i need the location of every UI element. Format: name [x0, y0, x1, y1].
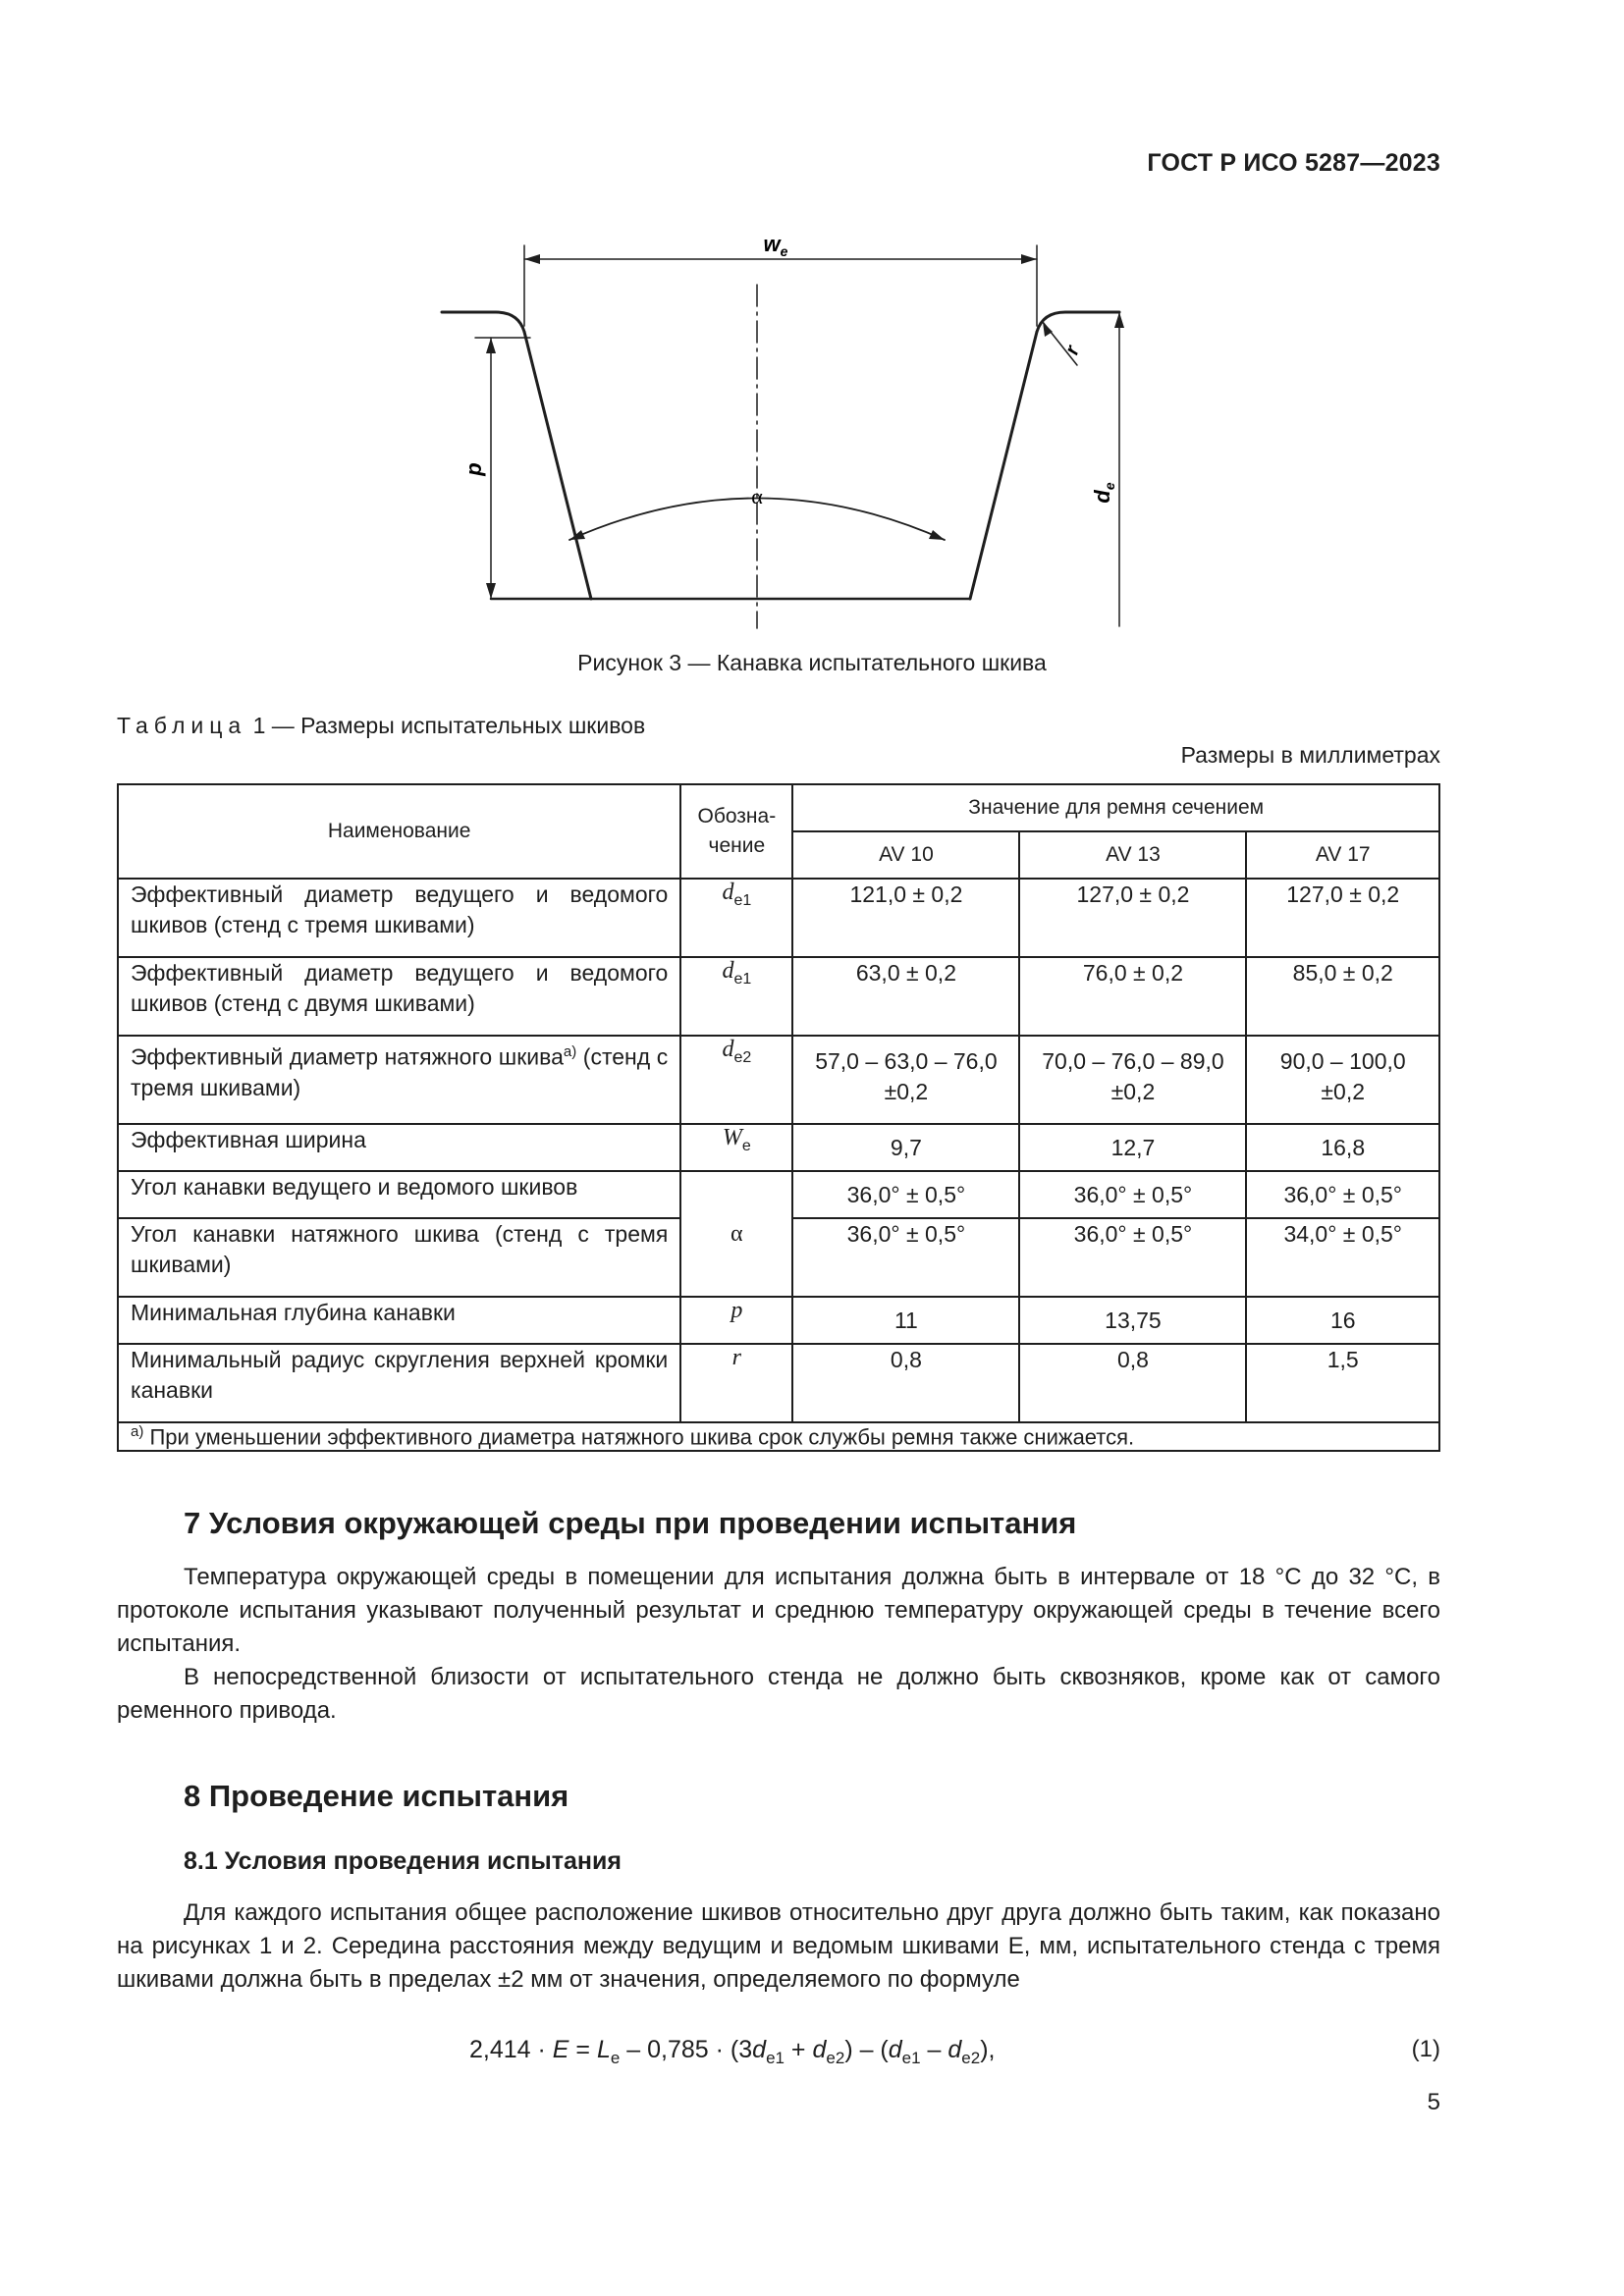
- table-footnote: $^{а)}$ При уменьшении эффективного диаметра натяжного шкива срок службы ремня также снижается.: [118, 1422, 1439, 1451]
- header-group: Значение для ремня сечением: [792, 784, 1439, 831]
- table-title-text: 1 — Размеры испытательных шкивов: [246, 713, 646, 738]
- section-8-1-paragraph: Для каждого испытания общее расположение шкивов относительно друг друга должно быть таким, как показано на рисунках 1 и 2. Середина расстояния между ведущим и ведомым шкивами E, мм, испытательного стенда с тремя шкивами должна быть в пределах ±2 мм от значения, определяемого по формуле: [117, 1899, 1440, 1993]
- formula-number: (1): [1411, 2036, 1440, 2062]
- table-title: [117, 713, 645, 739]
- groove-drawing: [432, 216, 1139, 638]
- p-label: p: [461, 462, 486, 476]
- document-id: ГОСТ Р ИСО 5287—2023: [1147, 149, 1440, 177]
- table-units: Размеры в миллиметрах: [1180, 742, 1440, 768]
- figure-caption: Рисунок 3 — Канавка испытательного шкива: [577, 650, 1047, 675]
- table-title-label: Таблица: [117, 713, 247, 738]
- groove-figure: [432, 216, 1139, 638]
- left-top-edge: [442, 312, 524, 332]
- section-8-1-heading: 8.1 Условия проведения испытания: [184, 1847, 622, 1875]
- table-header-row: [118, 784, 1439, 831]
- section-7-heading: 7 Условия окружающей среды при проведении испытания: [184, 1506, 1077, 1540]
- section-7-paragraph-1: Температура окружающей среды в помещении для испытания должна быть в интервале от 18 °С до 32 °С, в протоколе испытания указывают полученный результат и среднюю температуру окружающей среды в течение всего испытания.: [117, 1564, 1440, 1657]
- table-footnote-row: [118, 1422, 1439, 1451]
- table-row: Угол канавки ведущего и ведомого шкивов α 36,0° ± 0,5° 36,0° ± 0,5° 36,0° ± 0,5°: [118, 1171, 1439, 1218]
- table-row: Эффективный диаметр ведущего и ведомого шкивов (стенд с тремя шкивами) $d_{e1}$ 121,0 ± 0,2 127,0 ± 0,2 127,0 ± 0,2: [118, 879, 1439, 957]
- table-row: Минимальная глубина канавки p 11 13,75 16: [118, 1297, 1439, 1344]
- de-label: $d_e$: [1090, 482, 1117, 504]
- header-name: Наименование: [118, 784, 680, 879]
- table-row: Эффективный диаметр натяжного шкива$^{а)}$ (стенд с тремя шкивами) $d_{e2}$ 57,0 – 63,0 – 76,0 ±0,2 70,0 – 76,0 – 89,0 ±0,2 90,0 – 100,0 ±0,2: [118, 1036, 1439, 1124]
- we-label: $w_e$: [763, 232, 788, 259]
- table-row: Эффективная ширина $W_e$ 9,7 12,7 16,8: [118, 1124, 1439, 1171]
- section-8-heading: 8 Проведение испытания: [184, 1779, 569, 1813]
- header-symbol: Обозна- чение: [680, 784, 792, 879]
- page-number: 5: [1427, 2089, 1440, 2115]
- alpha-label: α: [751, 484, 763, 508]
- header-av10: AV 10: [792, 831, 1019, 879]
- section-7-paragraph-2: В непосредственной близости от испытательного стенда не должно быть сквозняков, кроме как от самого ременного привода.: [117, 1664, 1440, 1724]
- pulley-dimensions-table: [117, 783, 1440, 1452]
- table-row: Минимальный радиус скругления верхней кромки канавки r 0,8 0,8 1,5: [118, 1344, 1439, 1422]
- table-row: Эффективный диаметр ведущего и ведомого шкивов (стенд с двумя шкивами) $d_{e1}$ 63,0 ± 0,2 76,0 ± 0,2 85,0 ± 0,2: [118, 957, 1439, 1036]
- header-av17: AV 17: [1246, 831, 1439, 879]
- table-row: Угол канавки натяжного шкива (стенд с тремя шкивами) 36,0° ± 0,5° 36,0° ± 0,5° 34,0° ± 0,5°: [118, 1218, 1439, 1297]
- right-flank: [970, 332, 1037, 599]
- header-av13: AV 13: [1019, 831, 1246, 879]
- r-label: r: [1060, 343, 1085, 358]
- formula-1: $2,414 \cdot E = L_e - 0,785 \cdot (3d_{e1} + d_{e2}) - (d_{e1} - d_{e2})$,: [469, 2036, 996, 2067]
- left-flank: [524, 332, 591, 599]
